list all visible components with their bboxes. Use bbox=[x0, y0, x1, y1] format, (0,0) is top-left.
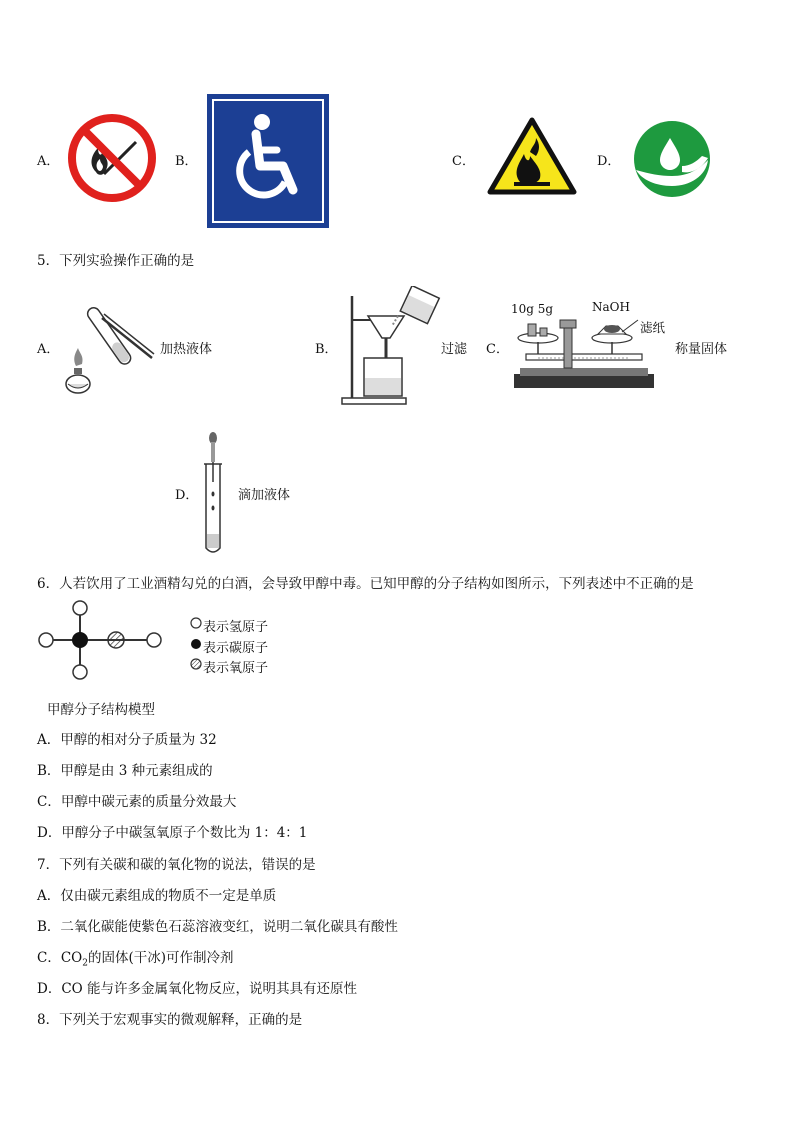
legend-hydrogen-text: 表示氢原子 bbox=[203, 620, 269, 635]
hydrogen-atom-legend-icon bbox=[190, 617, 202, 629]
no-open-flame-sign-icon bbox=[66, 112, 158, 204]
q5-option-d-text: 滴加液体 bbox=[238, 488, 291, 503]
q5-option-d-label: D． bbox=[175, 488, 199, 503]
q7-option-c-suffix: 的固体(干冰)可作制冷剂 bbox=[87, 950, 234, 966]
q5-option-c-text: 称量固体 bbox=[675, 342, 728, 357]
question-8-stem: 8．下列关于宏观事实的微观解释，正确的是 bbox=[37, 1012, 303, 1028]
q5-option-b-label: B． bbox=[315, 342, 338, 357]
q7-option-c-subscript: 2 bbox=[82, 958, 88, 969]
q5-option-c-label: C． bbox=[486, 342, 509, 357]
filtration-apparatus-icon bbox=[338, 286, 442, 408]
q5-option-a-text: 加热液体 bbox=[160, 342, 213, 357]
option-c-label: C． bbox=[452, 154, 475, 169]
q7-option-c-prefix: C．CO bbox=[37, 950, 83, 966]
q6-option-c: C．甲醇中碳元素的质量分效最大 bbox=[37, 794, 237, 810]
heating-liquid-apparatus-icon bbox=[62, 300, 158, 396]
option-b-label: B． bbox=[175, 154, 198, 169]
flammable-warning-sign-icon bbox=[486, 116, 578, 196]
wheelchair-accessible-sign-icon bbox=[207, 94, 329, 228]
carbon-atom-legend-icon bbox=[190, 638, 202, 650]
q5-option-b-text: 过滤 bbox=[441, 342, 468, 357]
q7-option-a: A．仅由碳元素组成的物质不一定是单质 bbox=[37, 888, 277, 904]
oxygen-atom-legend-icon bbox=[190, 658, 202, 670]
q6-option-b: B．甲醇是由 3 种元素组成的 bbox=[37, 763, 213, 779]
legend-oxygen-text: 表示氧原子 bbox=[203, 661, 269, 676]
q5-option-a-label: A． bbox=[37, 342, 60, 357]
option-d-label: D． bbox=[597, 154, 621, 169]
question-6-stem: 6．人若饮用了工业酒精勾兑的白酒，会导致甲醇中毒。已知甲醇的分子结构如图所示，下列表述中不正确的是 bbox=[37, 576, 694, 592]
question-5-stem: 5．下列实验操作正确的是 bbox=[37, 253, 195, 269]
dropper-and-test-tube-icon bbox=[198, 430, 228, 558]
legend-carbon-text: 表示碳原子 bbox=[203, 641, 269, 656]
q5-c-naoh-label: NaOH bbox=[592, 300, 630, 314]
q7-option-c bbox=[37, 946, 234, 969]
water-saving-sign-icon bbox=[632, 120, 712, 198]
methanol-model-caption: 甲醇分子结构模型 bbox=[47, 702, 155, 718]
q6-option-a: A．甲醇的相对分子质量为 32 bbox=[37, 732, 217, 748]
q7-option-b: B．二氧化碳能使紫色石蕊溶液变红，说明二氧化碳具有酸性 bbox=[37, 919, 398, 935]
option-a-label: A． bbox=[37, 154, 60, 169]
q7-option-d: D．CO 能与许多金属氧化物反应，说明其具有还原性 bbox=[37, 981, 358, 997]
question-7-stem: 7．下列有关碳和碳的氧化物的说法，错误的是 bbox=[37, 857, 316, 873]
q5-c-weights-label: 10g 5g bbox=[511, 302, 554, 316]
q5-c-filter-paper-label: 滤纸 bbox=[640, 320, 666, 335]
methanol-molecule-model-icon bbox=[36, 600, 166, 684]
q6-option-d: D．甲醇分子中碳氢氧原子个数比为 1：4：1 bbox=[37, 825, 308, 841]
